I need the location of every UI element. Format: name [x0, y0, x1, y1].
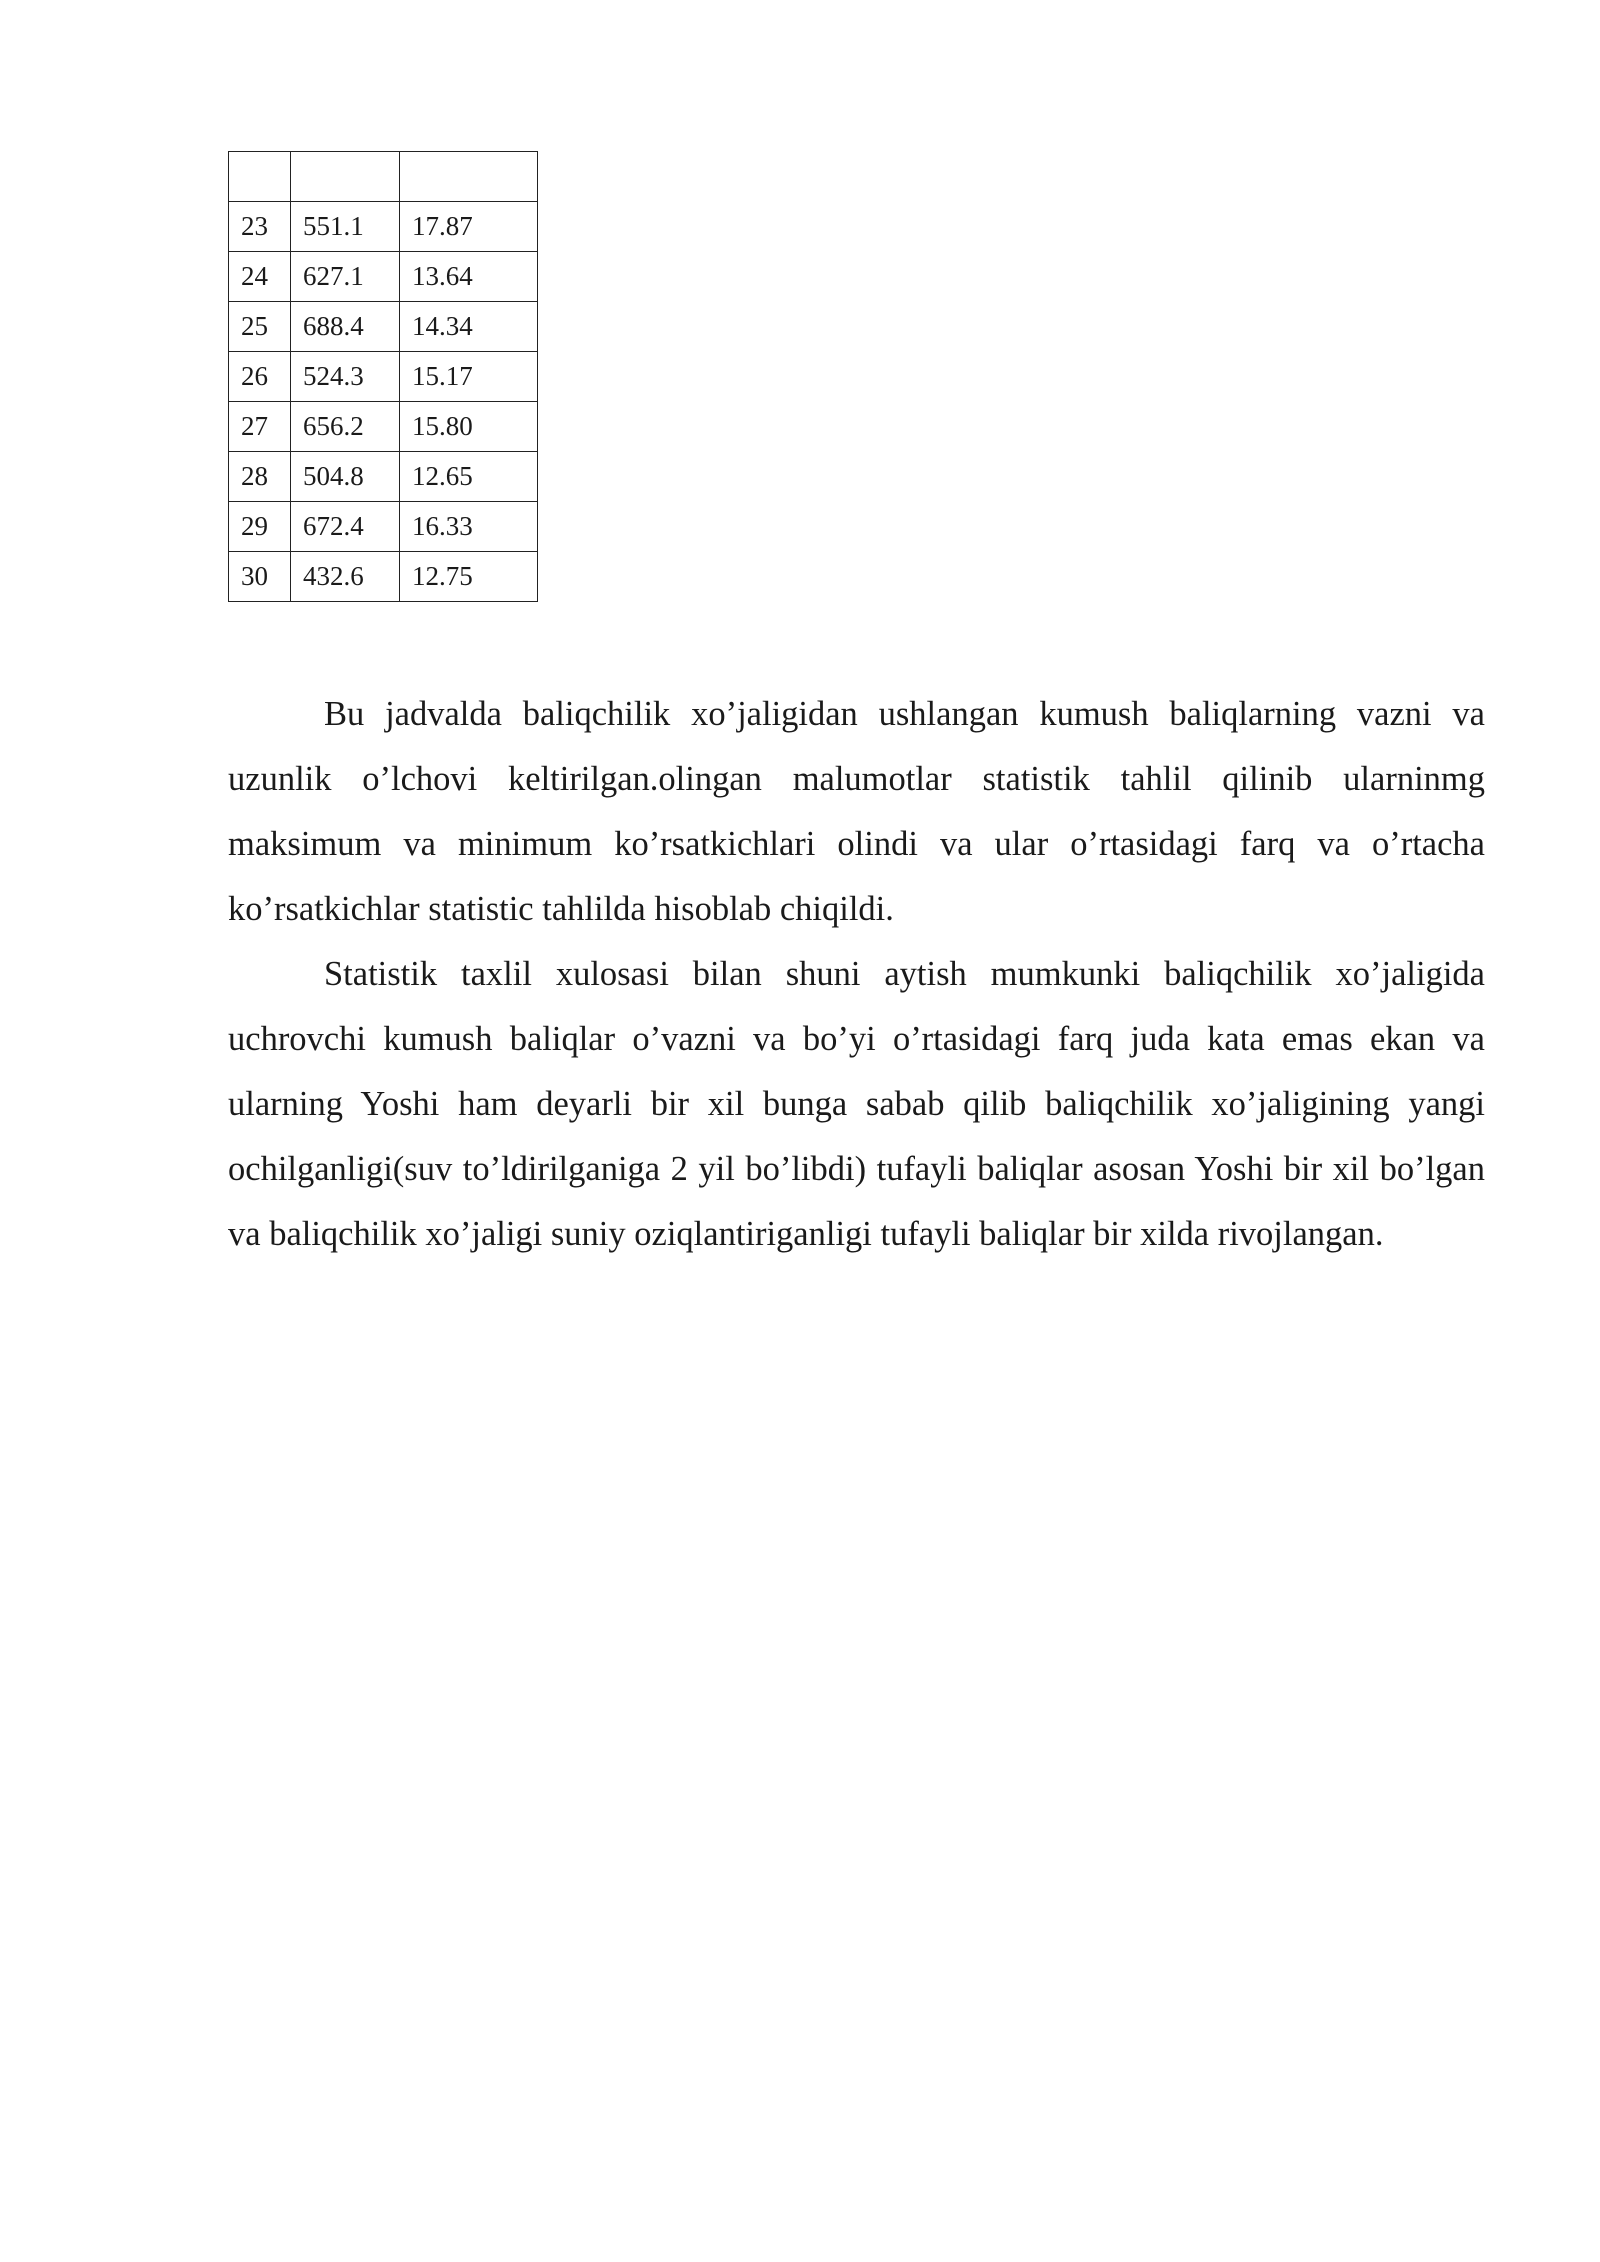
table-row: [229, 302, 538, 352]
table-cell-number: 24: [229, 252, 291, 302]
table-cell-length: 15.17: [400, 352, 538, 402]
table-row: [229, 252, 538, 302]
paragraph: Bu jadvalda baliqchilik xo’jaligidan ushlangan kumush baliqlarning vazni va uzunlik o’lchovi keltirilgan.olingan malumotlar statistik tahlil qilinib ularninmg maksimum va minimum ko’rsatkichlari olindi va ular o’rtasidagi farq va o’rtacha ko’rsatkichlar statistic tahlilda hisoblab chiqildi.: [228, 695, 1485, 928]
table-cell-length: 14.34: [400, 302, 538, 352]
table-row: [229, 202, 538, 252]
table-row: [229, 552, 538, 602]
table-cell-weight: 524.3: [291, 352, 400, 402]
table-cell-weight: 627.1: [291, 252, 400, 302]
body-text: [228, 682, 1485, 1267]
table-cell-number: 25: [229, 302, 291, 352]
table-row: [229, 452, 538, 502]
table-cell-weight: 656.2: [291, 402, 400, 452]
table-cell-length: 13.64: [400, 252, 538, 302]
fish-measurements-table: [228, 151, 538, 602]
table-cell-length: 17.87: [400, 202, 538, 252]
table-header-row: [229, 152, 538, 202]
table-cell-number: 27: [229, 402, 291, 452]
table-header-cell: [400, 152, 538, 202]
table-cell-number: 30: [229, 552, 291, 602]
table-cell-number: 28: [229, 452, 291, 502]
table-cell-length: 12.75: [400, 552, 538, 602]
table-header-cell: [291, 152, 400, 202]
table-row: [229, 352, 538, 402]
table-cell-length: 16.33: [400, 502, 538, 552]
table-cell-weight: 551.1: [291, 202, 400, 252]
table-cell-weight: 688.4: [291, 302, 400, 352]
paragraph: Statistik taxlil xulosasi bilan shuni aytish mumkunki baliqchilik xo’jaligida uchrovchi kumush baliqlar o’vazni va bo’yi o’rtasidagi farq juda kata emas ekan va ularning Yoshi ham deyarli bir xil bunga sabab qilib baliqchilik xo’jaligining yangi ochilganligi(suv to’ldirilganiga 2 yil bo’libdi) tufayli baliqlar asosan Yoshi bir xil bo’lgan va baliqchilik xo’jaligi suniy oziqlantiriganligi tufayli baliqlar bir xilda rivojlangan.: [228, 955, 1485, 1253]
table-cell-number: 23: [229, 202, 291, 252]
table-cell-weight: 432.6: [291, 552, 400, 602]
table-row: [229, 502, 538, 552]
table-cell-length: 15.80: [400, 402, 538, 452]
table-cell-weight: 504.8: [291, 452, 400, 502]
table-cell-number: 29: [229, 502, 291, 552]
table-row: [229, 402, 538, 452]
table-cell-weight: 672.4: [291, 502, 400, 552]
table-cell-length: 12.65: [400, 452, 538, 502]
table-cell-number: 26: [229, 352, 291, 402]
table-header-cell: [229, 152, 291, 202]
